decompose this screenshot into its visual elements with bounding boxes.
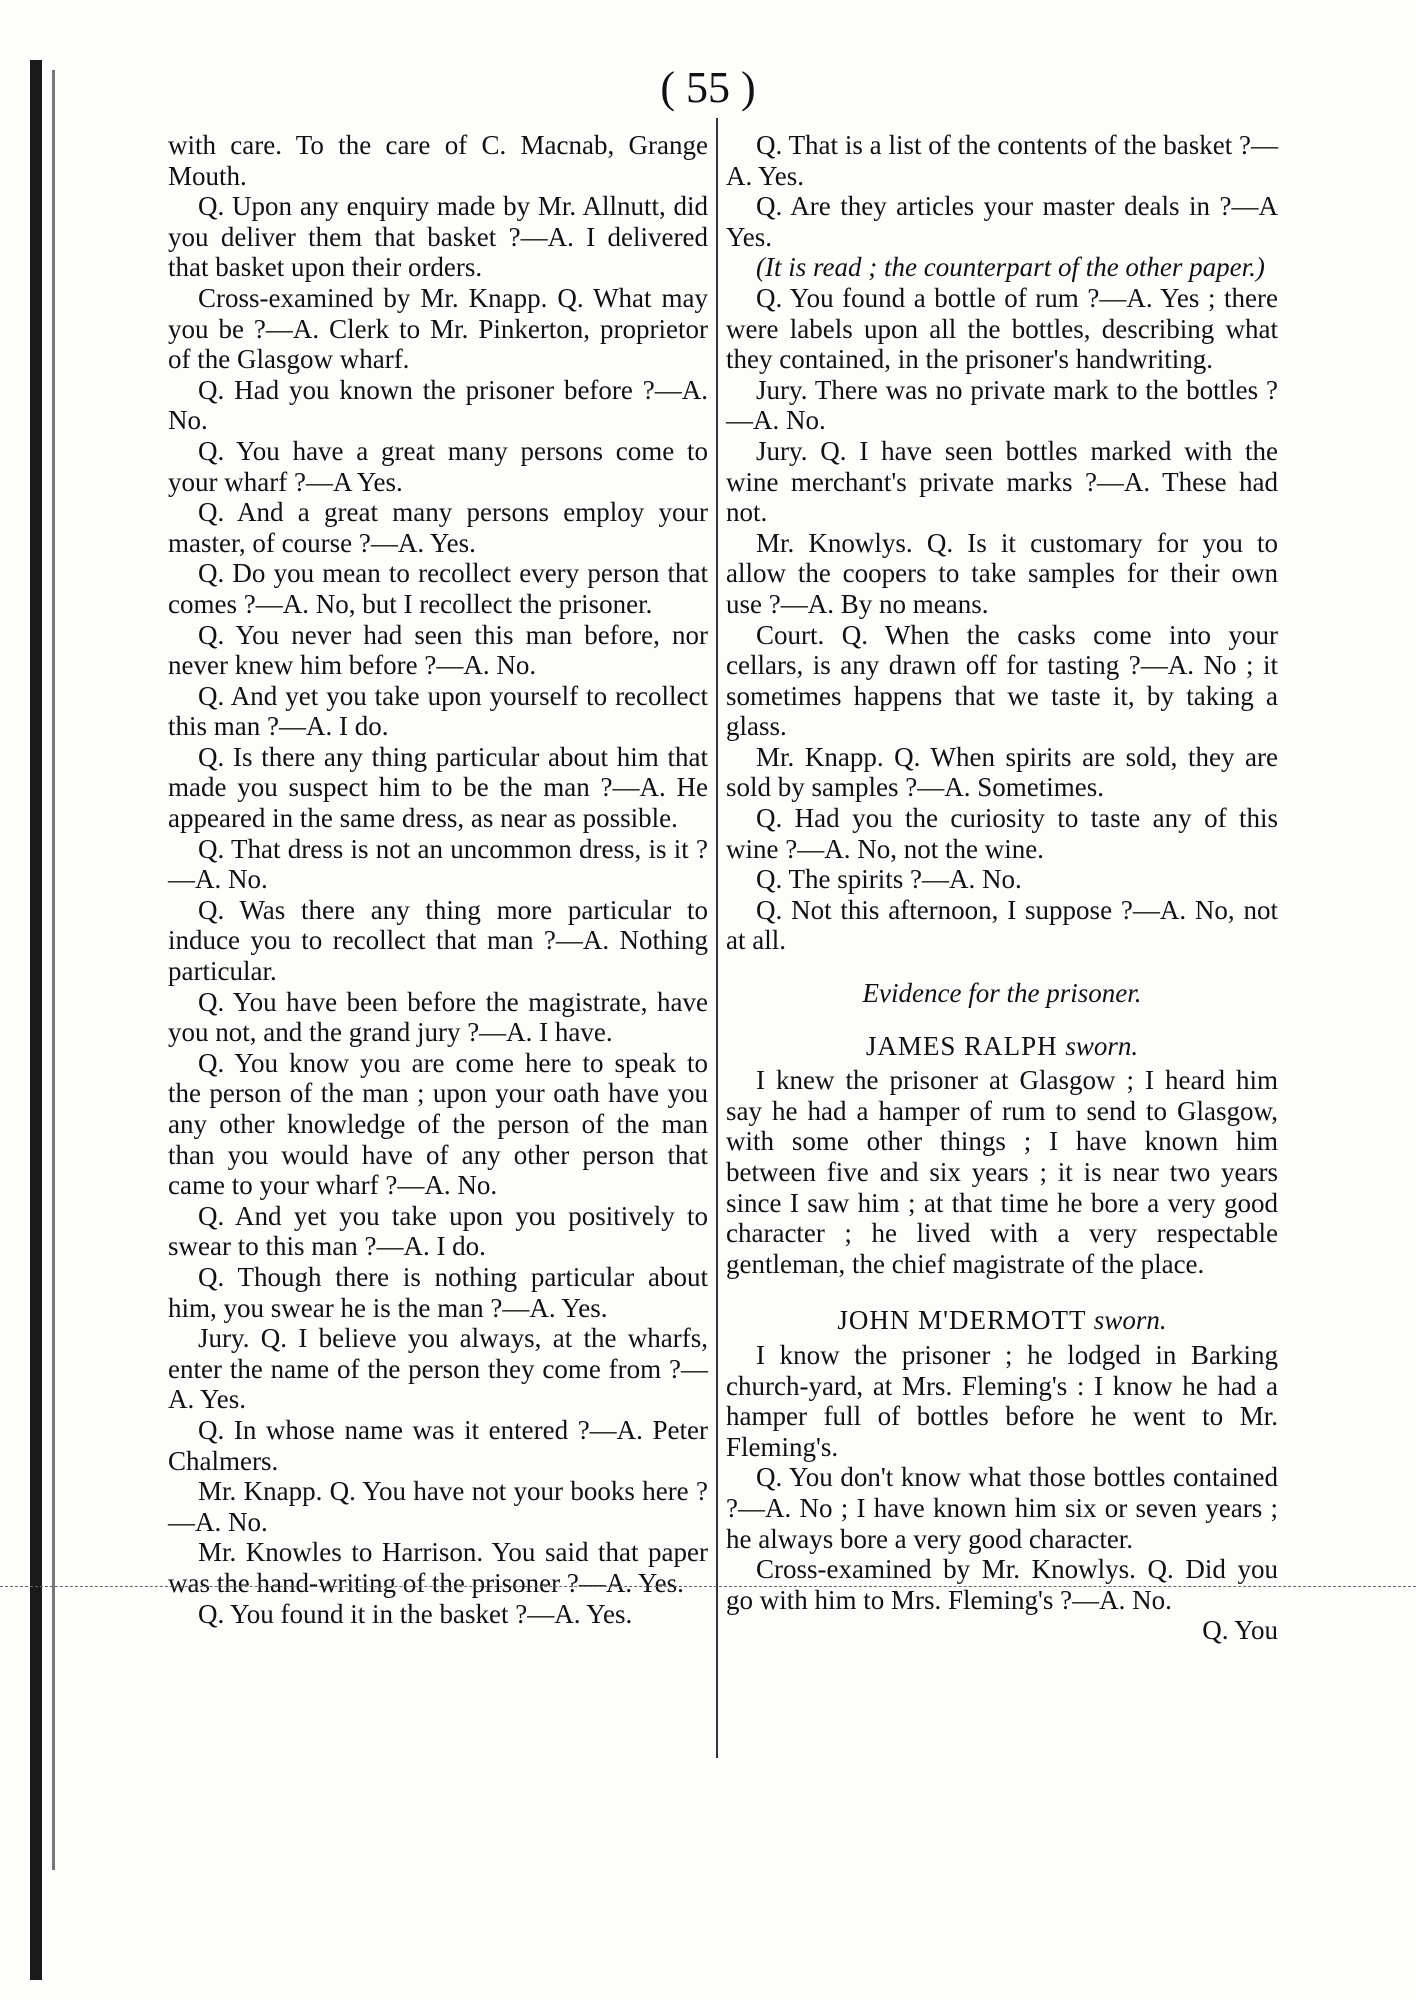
paragraph: Mr. Knapp. Q. You have not your books here ?—A. No. [168, 1476, 708, 1537]
witness-sworn: sworn. [1065, 1030, 1139, 1061]
paragraph: Q. And yet you take upon you positively to swear to this man ?—A. I do. [168, 1200, 708, 1262]
column-rule [716, 118, 718, 1758]
paragraph: with care. To the care of C. Macnab, Grange Mouth. [168, 130, 708, 191]
paragraph: Q. Do you mean to recollect every person that comes ?—A. No, but I recollect the prisoner. [168, 558, 708, 619]
paragraph: Court. Q. When the casks come into your cellars, is any drawn off for tasting ?—A. No ; it sometimes happens that we taste it, by taking a glass. [726, 619, 1278, 742]
paragraph: Jury. There was no private mark to the bottles ?—A. No. [726, 374, 1278, 436]
paragraph: Q. Had you known the prisoner before ?—A. No. [168, 374, 708, 436]
paragraph: Q. Are they articles your master deals in ?—A Yes. [726, 191, 1278, 252]
witness-heading [726, 1305, 1278, 1336]
paragraph: Q. You have been before the magistrate, have you not, and the grand jury ?—A. I have. [168, 986, 708, 1048]
paragraph: Q. And a great many persons employ your master, of course ?—A. Yes. [168, 497, 708, 558]
paragraph: Q. In whose name was it entered ?—A. Peter Chalmers. [168, 1414, 708, 1476]
paragraph: Cross-examined by Mr. Knapp. Q. What may you be ?—A. Clerk to Mr. Pinkerton, proprietor of the Glasgow wharf. [168, 282, 708, 375]
scan-artifact-line [0, 1586, 1416, 1587]
paragraph: Q. Upon any enquiry made by Mr. Allnutt, did you deliver them that basket ?—A. I delivered that basket upon their orders. [168, 191, 708, 283]
page-number: ( 55 ) [660, 63, 756, 112]
paragraph: Cross-examined by Mr. Knowlys. Q. Did you go with him to Mrs. Fleming's ?—A. No. [726, 1554, 1278, 1615]
paragraph: Q. You don't know what those bottles contained ?—A. No ; I have known him six or seven years ; he always bore a very good character. [726, 1462, 1278, 1554]
paragraph: Mr. Knowles to Harrison. You said that paper was the hand-writing of the prisoner ?—A. Yes. [168, 1537, 708, 1598]
page-binding-edge [30, 60, 42, 1980]
stage-direction: (It is read ; the counterpart of the other paper.) [756, 252, 1265, 283]
paragraph: Q. Is there any thing particular about him that made you suspect him to be the man ?—A. He appeared in the same dress, as near as possible. [168, 741, 708, 834]
testimony: I know the prisoner ; he lodged in Barking church-yard, at Mrs. Fleming's : I know he had a hamper full of bottles before he went to Mr. Fleming's. [726, 1339, 1278, 1462]
paragraph: Q. You know you are come here to speak to the person of the man ; upon your oath have you any other knowledge of the person of the man than you would have of any other person that came to your wharf ?—A. No. [168, 1047, 708, 1201]
paragraph: Q. The spirits ?—A. No. [756, 864, 1022, 895]
witness-heading [726, 1031, 1278, 1062]
paragraph: Q. Had you the curiosity to taste any of this wine ?—A. No, not the wine. [726, 803, 1278, 864]
paragraph: Q. You never had seen this man before, nor never knew him before ?—A. No. [168, 619, 708, 681]
page-binding-shadow [52, 70, 55, 1870]
paragraph: Q. Was there any thing more particular to induce you to recollect that man ?—A. Nothing particular. [168, 894, 708, 987]
paragraph: Q. You found a bottle of rum ?—A. Yes ; there were labels upon all the bottles, describing what they contained, in the prisoner's handwriting. [726, 282, 1278, 375]
testimony: I knew the prisoner at Glasgow ; I heard him say he had a hamper of rum to send to Glasgow, with some other things ; I have known him between five and six years ; it is near two years since I saw him ; at that time he bore a very good character ; he lived with a very respectable gentleman, the chief magistrate of the place. [726, 1065, 1278, 1279]
paragraph: Mr. Knowlys. Q. Is it customary for you to allow the coopers to take samples for their own use ?—A. By no means. [726, 527, 1278, 619]
paragraph: Mr. Knapp. Q. When spirits are sold, they are sold by samples ?—A. Sometimes. [726, 741, 1278, 803]
paragraph: Q. And yet you take upon yourself to recollect this man ?—A. I do. [168, 680, 708, 742]
witness-name: JOHN M'DERMOTT [837, 1305, 1087, 1336]
paragraph: Q. You have a great many persons come to your wharf ?—A Yes. [168, 435, 708, 497]
paragraph: Q. Though there is nothing particular about him, you swear he is the man ?—A. Yes. [168, 1261, 708, 1323]
paragraph: Q. That is a list of the contents of the basket ?—A. Yes. [726, 130, 1278, 191]
paragraph: Jury. Q. I have seen bottles marked with the wine merchant's private marks ?—A. These had not. [726, 435, 1278, 528]
witness-name: JAMES RALPH [865, 1030, 1058, 1061]
paragraph: Q. Not this afternoon, I suppose ?—A. No, not at all. [726, 894, 1278, 956]
left-column [168, 130, 708, 1629]
section-heading: Evidence for the prisoner. [862, 978, 1142, 1009]
paragraph: Jury. Q. I believe you always, at the wharfs, enter the name of the person they come from ?—A. Yes. [168, 1323, 708, 1415]
paragraph: Q. That dress is not an uncommon dress, is it ?—A. No. [168, 833, 708, 895]
paragraph: Q. You found it in the basket ?—A. Yes. [198, 1598, 633, 1629]
witness-sworn: sworn. [1093, 1305, 1167, 1336]
catchword: Q. You [1202, 1615, 1278, 1646]
right-column [726, 130, 1278, 1646]
